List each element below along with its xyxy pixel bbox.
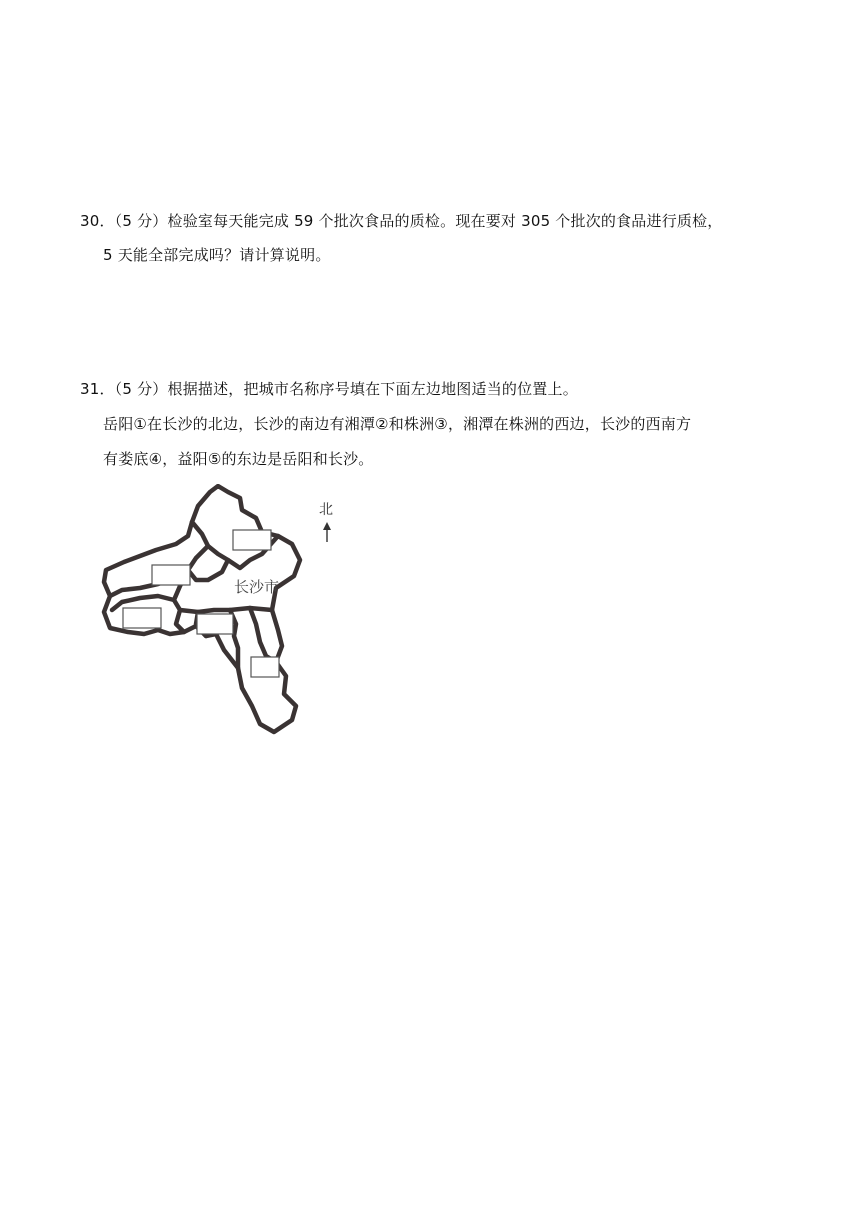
north-label: 北	[319, 502, 333, 518]
question-31-line-3: 有娄底④，益阳⑤的东边是岳阳和长沙。	[103, 450, 374, 468]
question-31-line-2: 岳阳①在长沙的北边，长沙的南边有湘潭②和株洲③，湘潭在株洲的西边，长沙的西南方	[103, 415, 692, 433]
north-arrow-icon	[323, 522, 331, 542]
region-map	[100, 484, 340, 740]
question-30-line-2: 5 天能全部完成吗？请计算说明。	[103, 246, 331, 264]
question-31-line-1: 31．（5 分）根据描述，把城市名称序号填在下面左边地图适当的位置上。	[80, 380, 578, 398]
answer-box-southwest	[123, 608, 161, 628]
answer-box-north	[233, 530, 271, 550]
answer-box-south-middle	[197, 614, 233, 634]
map-boundary-southwest-2	[176, 610, 184, 632]
answer-box-west	[152, 565, 190, 585]
question-30-line-1: 30．（5 分）检验室每天能完成 59 个批次食品的质检。现在要对 305 个批次的食品进行质检，	[80, 212, 723, 230]
region-map-svg	[100, 484, 340, 740]
answer-box-southeast	[251, 657, 279, 677]
changsha-label: 长沙市	[234, 578, 280, 596]
